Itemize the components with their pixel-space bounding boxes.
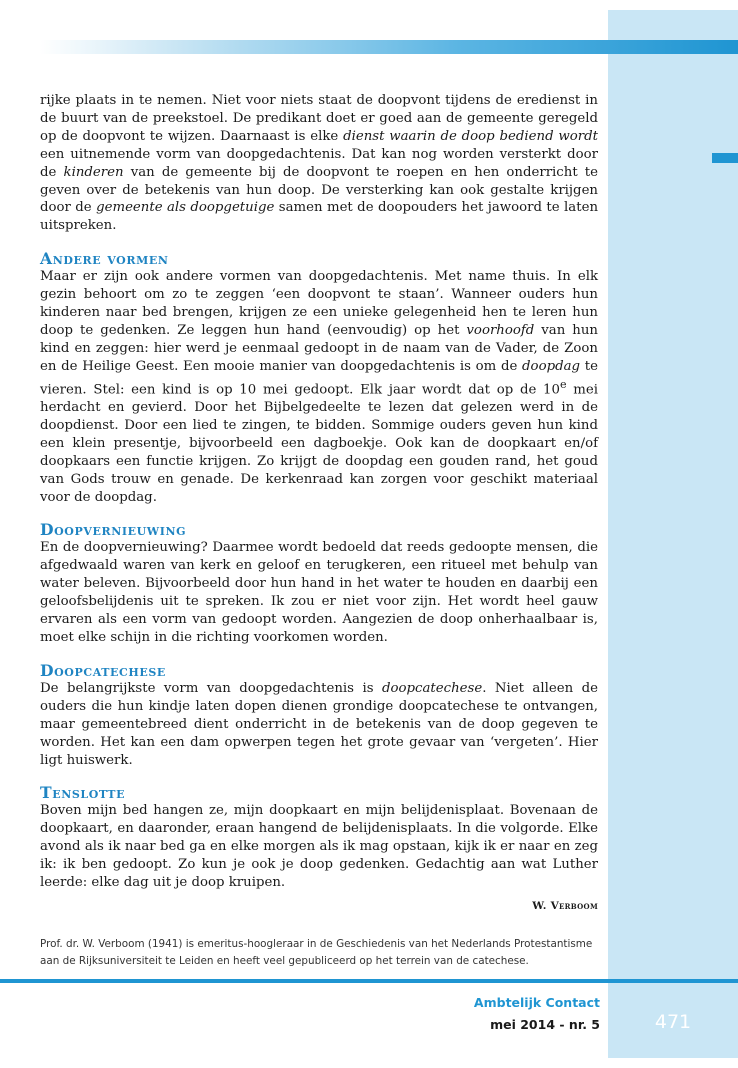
footer-rule [0,979,738,983]
side-tab-marker [712,153,738,163]
journal-title: Ambtelijk Contact [473,995,600,1010]
author-bio: Prof. dr. W. Verboom (1941) is emeritus-hoogleraar in de Geschiedenis van het Nederlands Protestantisme aan de Rijksuniversiteit te Leiden en heeft veel gepubliceerd op het terrein van de catechese. [40,937,593,967]
paragraph-doopvernieuwing: En de doopvernieuwing? Daarmee wordt bedoeld dat reeds gedoopte mensen, die afgedwaald waren van kerk en geloof en terugkeren, een ritueel met behulp van water beleven. Bijvoorbeeld door hun hand in het water te houden en daarbij een geloofsbelijdenis uit te spreken. Ik zou er niet voor zijn. Het wordt heel gauw ervaren als een vorm van gedoopt worden. Aangezien de doop onherhaalbaar is, moet elke schijn in die richting voorkomen worden. [40,540,598,645]
heading-tenslotte: Tenslotte [40,783,126,803]
heading-andere-vormen: Andere vormen [40,249,169,269]
paragraph-doopcatechese: De belangrijkste vorm van doopgedachtenis is doopcatechese. Niet alleen de ouders die hun kindje laten dopen dienen grondige doopcatechese te ontvangen, maar gemeentebreed dient onderricht in de betekenis van de doop gegeven te worden. Het kan een dam opwerpen tegen het grote gevaar van ‘vergeten’. Hier ligt huiswerk. [40,680,599,768]
heading-doopvernieuwing: Doopvernieuwing [40,520,187,540]
paragraph-tenslotte: Boven mijn bed hangen ze, mijn doopkaart en mijn belijdenisplaat. Bovenaan de doopkaart, en daaronder, eraan hangend de belijdenisplaats. In die volgorde. Elke avond als ik naar bed ga en elke morgen als ik mag opstaan, kijk ik er naar en zeg ik: ik ben gedoopt. Zo kun je ook je doop gedenken. Gedachtig aan wat Luther leerde: elke dag uit je doop kruipen. [40,803,598,891]
intro-paragraph: rijke plaats in te nemen. Niet voor niets staat de doopvont tijdens de eredienst in de buurt van de preekstoel. De predikant doet er goed aan de gemeente geregeld op de doopvont te wijzen. Daarnaast is elke dienst waarin de doop bediend wordt een uitnemende vorm van doopgedachtenis. Dat kan nog worden versterkt door de kinderen van de gemeente bij de doopvont te roepen en hen onderricht te geven over de betekenis van hun doop. De versterking kan ook gestalte krijgen door de gemeente als doopgetuige samen met de doopouders het jawoord te laten uitspreken. [40,93,599,234]
author-signature: W. Verboom [532,899,598,912]
page-number: 471 [654,1011,692,1033]
paragraph-andere-vormen: Maar er zijn ook andere vormen van doopgedachtenis. Met name thuis. In elk gezin behoort om zo te zeggen ‘een doopvont te staan’. Wanneer ouders hun kinderen naar bed brengen, krijgen ze een unieke gelegenheid hen te leren hun doop te gedenken. Ze leggen hun hand (eenvoudig) op het voorhoofd van hun kind en zeggen: hier werd je eenmaal gedoopt in de naam van de Vader, de Zoon en de Heilige Geest. Een mooie manier van doopgedachtenis is om de doopdag te vieren. Stel: een kind is op 10 mei gedoopt. Elk jaar wordt dat op de 10e mei herdacht en gevierd. Door het Bijbelgedeelte te lezen dat gelezen werd in de doopdienst. Door een lied te zingen, te bidden. Sommige ouders geven hun kind een klein presentje, bijvoorbeeld een dagboekje. Ook kan de doopkaart en/of doopkaars een functie krijgen. Zo krijgt de doopdag een gouden rand, het goud van Gods trouw en genade. De kerkenraad kan zorgen voor geschikt materiaal voor de doopdag. [40,269,598,505]
side-panel [608,10,738,1058]
article-content [40,92,598,970]
issue-label: mei 2014 - nr. 5 [490,1017,600,1032]
header-gradient-bar [40,40,738,54]
heading-doopcatechese: Doopcatechese [40,660,166,680]
